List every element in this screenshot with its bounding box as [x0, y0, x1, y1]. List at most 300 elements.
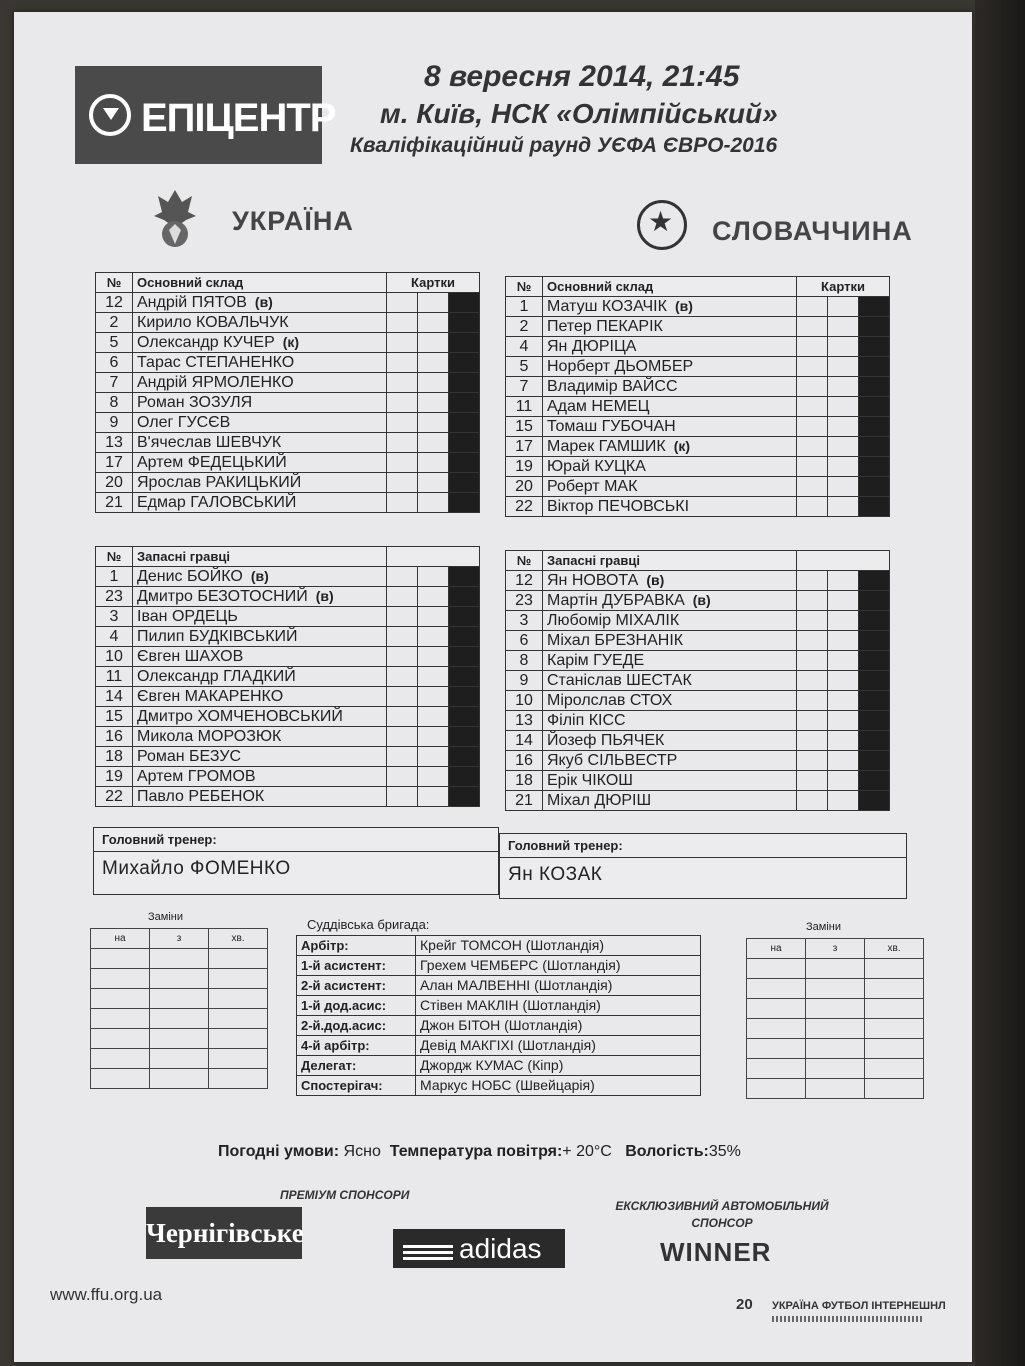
- changes-cell: [747, 979, 806, 999]
- changes-col-from: з: [806, 939, 865, 959]
- card-cell: [449, 373, 480, 393]
- card-cell: [387, 393, 418, 413]
- player-number: 12: [96, 293, 133, 313]
- home-starting-row: [96, 293, 480, 313]
- card-cell: [797, 477, 828, 497]
- player-number: 4: [506, 337, 543, 357]
- away-changes-grid: [746, 938, 924, 1099]
- changes-cell: [91, 969, 150, 989]
- player-name-cell: [133, 647, 387, 667]
- card-cell: [797, 317, 828, 337]
- player-name: Мартін ДУБРАВКА: [547, 592, 685, 609]
- changes-col-on: на: [91, 929, 150, 949]
- card-cell: [449, 687, 480, 707]
- home-subs-row: [96, 747, 480, 767]
- player-name-cell: [133, 567, 387, 587]
- player-number: 9: [506, 671, 543, 691]
- player-number: 7: [506, 377, 543, 397]
- player-number: 2: [96, 313, 133, 333]
- player-number: 3: [96, 607, 133, 627]
- home-starting-row: [96, 313, 480, 333]
- col-number: №: [96, 273, 133, 293]
- changes-cell: [209, 1049, 268, 1069]
- changes-row: [747, 1039, 924, 1059]
- card-cell: [797, 377, 828, 397]
- card-cell: [418, 373, 449, 393]
- card-cell: [859, 631, 890, 651]
- weather-line: [218, 1143, 741, 1161]
- card-cell: [797, 651, 828, 671]
- player-name: Міролслав СТОХ: [547, 692, 673, 709]
- away-starting-row: [506, 317, 890, 337]
- card-cell: [449, 647, 480, 667]
- home-starting-row: [96, 453, 480, 473]
- card-cell: [859, 791, 890, 811]
- changes-row: [747, 979, 924, 999]
- player-name-cell: [133, 413, 387, 433]
- weather-label: Погодні умови:: [218, 1143, 340, 1160]
- card-cell: [418, 333, 449, 353]
- player-role-tag: (в): [692, 592, 711, 608]
- changes-row: [91, 949, 268, 969]
- referees-table: [296, 935, 701, 1096]
- player-number: 11: [506, 397, 543, 417]
- home-coach-box: [93, 827, 499, 895]
- player-name-cell: [543, 571, 797, 591]
- player-name-cell: [543, 397, 797, 417]
- card-cell: [449, 453, 480, 473]
- card-cell: [418, 473, 449, 493]
- player-name-cell: [543, 297, 797, 317]
- player-name-cell: [543, 357, 797, 377]
- player-name: Ерік ЧІКОШ: [547, 772, 633, 789]
- referee-name: Стівен МАКЛІН (Шотландія): [416, 996, 701, 1016]
- player-name-cell: [133, 433, 387, 453]
- away-coach-name: Ян КОЗАК: [508, 864, 603, 885]
- card-cell: [859, 457, 890, 477]
- away-coach-box: [499, 833, 907, 899]
- player-name-cell: [543, 457, 797, 477]
- card-cell: [418, 293, 449, 313]
- head-coach-label: Головний тренер:: [94, 828, 498, 852]
- player-name: Роман ЗОЗУЛЯ: [137, 394, 253, 411]
- card-cell: [418, 453, 449, 473]
- referee-name: Грехем ЧЕМБЕРС (Шотландія): [416, 956, 701, 976]
- away-starting-row: [506, 377, 890, 397]
- home-changes-title: Заміни: [148, 911, 183, 923]
- changes-row: [91, 1049, 268, 1069]
- changes-cell: [747, 1019, 806, 1039]
- player-role-tag: (в): [646, 572, 665, 588]
- epicentr-logo: [75, 66, 336, 164]
- home-starting-table: [95, 272, 480, 513]
- changes-cell: [209, 1069, 268, 1089]
- col-number: №: [96, 547, 133, 567]
- changes-cell: [806, 999, 865, 1019]
- player-name: Ян НОВОТА: [547, 572, 639, 589]
- player-name: Норберт ДЬОМБЕР: [547, 358, 694, 375]
- home-coach-name: Михайло ФОМЕНКО: [102, 858, 291, 879]
- card-cell: [449, 707, 480, 727]
- changes-row: [747, 1019, 924, 1039]
- player-name-cell: [133, 453, 387, 473]
- player-name-cell: [543, 771, 797, 791]
- away-starting-row: [506, 337, 890, 357]
- player-name: Павло РЕБЕНОК: [137, 788, 265, 805]
- card-cell: [387, 587, 418, 607]
- player-name: Андрій ПЯТОВ: [137, 294, 247, 311]
- player-number: 19: [96, 767, 133, 787]
- player-name-cell: [543, 691, 797, 711]
- ufi-subline: [772, 1316, 924, 1322]
- card-cell: [387, 767, 418, 787]
- player-name-cell: [543, 477, 797, 497]
- home-subs-row: [96, 787, 480, 807]
- changes-header-row: [91, 929, 268, 949]
- card-cell: [797, 791, 828, 811]
- card-cell: [418, 493, 449, 513]
- col-cards: Картки: [387, 273, 480, 293]
- changes-cell: [91, 1069, 150, 1089]
- home-starting-row: [96, 333, 480, 353]
- home-starting-row: [96, 393, 480, 413]
- changes-cell: [91, 989, 150, 1009]
- temperature-value: + 20°С: [562, 1143, 612, 1160]
- player-name: Петер ПЕКАРІК: [547, 318, 663, 335]
- card-cell: [859, 477, 890, 497]
- player-name-cell: [543, 711, 797, 731]
- player-number: 15: [96, 707, 133, 727]
- card-cell: [828, 611, 859, 631]
- card-cell: [859, 377, 890, 397]
- card-cell: [418, 587, 449, 607]
- player-number: 17: [96, 453, 133, 473]
- away-subs-row: [506, 711, 890, 731]
- referee-role: 1-й дод.асис:: [297, 996, 416, 1016]
- home-subs-row: [96, 687, 480, 707]
- card-cell: [859, 357, 890, 377]
- card-cell: [418, 767, 449, 787]
- changes-cell: [806, 1019, 865, 1039]
- card-cell: [418, 747, 449, 767]
- card-cell: [859, 337, 890, 357]
- referee-row: [297, 1076, 701, 1096]
- player-number: 4: [96, 627, 133, 647]
- card-cell: [449, 313, 480, 333]
- home-subs-row: [96, 727, 480, 747]
- referee-row: [297, 1036, 701, 1056]
- card-cell: [828, 651, 859, 671]
- player-name-cell: [543, 377, 797, 397]
- player-name-cell: [133, 707, 387, 727]
- card-cell: [418, 413, 449, 433]
- changes-cell: [150, 949, 209, 969]
- card-cell: [797, 671, 828, 691]
- player-name: Пилип БУДКІВСЬКИЙ: [137, 628, 298, 645]
- card-cell: [418, 433, 449, 453]
- player-name: Едмар ГАЛОВСЬКИЙ: [137, 494, 297, 511]
- col-cards-blank: [797, 551, 890, 571]
- player-name: Карім ГУЕДЕ: [547, 652, 645, 669]
- away-subs-row: [506, 691, 890, 711]
- card-cell: [418, 313, 449, 333]
- away-starting-row: [506, 497, 890, 517]
- card-cell: [387, 313, 418, 333]
- referee-row: [297, 956, 701, 976]
- player-name: Кирило КОВАЛЬЧУК: [137, 314, 289, 331]
- card-cell: [449, 333, 480, 353]
- player-name-cell: [133, 493, 387, 513]
- card-cell: [387, 607, 418, 627]
- player-number: 16: [96, 727, 133, 747]
- referee-row: [297, 936, 701, 956]
- player-name: Томаш ГУБОЧАН: [547, 418, 676, 435]
- col-number: №: [506, 277, 543, 297]
- card-cell: [449, 607, 480, 627]
- card-cell: [797, 437, 828, 457]
- player-role-tag: (к): [282, 334, 300, 350]
- player-number: 3: [506, 611, 543, 631]
- changes-row: [91, 969, 268, 989]
- card-cell: [387, 353, 418, 373]
- changes-cell: [150, 1009, 209, 1029]
- player-name-cell: [133, 787, 387, 807]
- card-cell: [828, 457, 859, 477]
- card-cell: [859, 751, 890, 771]
- player-name-cell: [133, 747, 387, 767]
- player-name-cell: [133, 353, 387, 373]
- changes-col-min: хв.: [865, 939, 924, 959]
- card-cell: [797, 357, 828, 377]
- changes-cell: [865, 999, 924, 1019]
- card-cell: [387, 787, 418, 807]
- home-subs-row: [96, 767, 480, 787]
- away-subs-row: [506, 751, 890, 771]
- player-name: Артем ФЕДЕЦЬКИЙ: [137, 454, 287, 471]
- away-subs-row: [506, 591, 890, 611]
- player-name: Йозеф ПЬЯЧЕК: [547, 732, 665, 749]
- temperature-label: Температура повітря:: [389, 1143, 563, 1160]
- changes-row: [747, 1059, 924, 1079]
- card-cell: [828, 477, 859, 497]
- changes-cell: [209, 1029, 268, 1049]
- ufi-name: УКРАЇНА ФУТБОЛ ІНТЕРНЕШНЛ: [772, 1300, 946, 1312]
- home-starting-row: [96, 353, 480, 373]
- player-name-cell: [133, 333, 387, 353]
- humidity-label: Вологість:: [625, 1143, 709, 1160]
- player-name-cell: [543, 791, 797, 811]
- player-number: 20: [96, 473, 133, 493]
- referee-name: Девід МАКГІХІ (Шотландія): [416, 1036, 701, 1056]
- player-number: 18: [506, 771, 543, 791]
- home-subs-row: [96, 707, 480, 727]
- card-cell: [449, 787, 480, 807]
- player-name-cell: [133, 393, 387, 413]
- card-cell: [828, 437, 859, 457]
- player-name: Микола МОРОЗЮК: [137, 728, 282, 745]
- changes-cell: [806, 1059, 865, 1079]
- chernihivske-logo: [146, 1207, 302, 1259]
- away-subs-table: [505, 550, 890, 811]
- player-number: 7: [96, 373, 133, 393]
- card-cell: [418, 647, 449, 667]
- player-role-tag: (в): [250, 568, 269, 584]
- player-name-cell: [133, 667, 387, 687]
- changes-row: [747, 1079, 924, 1099]
- player-number: 14: [96, 687, 133, 707]
- card-cell: [828, 571, 859, 591]
- changes-cell: [865, 1039, 924, 1059]
- player-name: Станіслав ШЕСТАК: [547, 672, 692, 689]
- player-number: 8: [96, 393, 133, 413]
- away-subs-row: [506, 571, 890, 591]
- away-subs-row: [506, 651, 890, 671]
- referee-role: Делегат:: [297, 1056, 416, 1076]
- card-cell: [418, 393, 449, 413]
- card-cell: [387, 473, 418, 493]
- player-name: Любомір МІХАЛІК: [547, 612, 680, 629]
- card-cell: [449, 727, 480, 747]
- player-name-cell: [133, 293, 387, 313]
- card-cell: [828, 631, 859, 651]
- card-cell: [387, 627, 418, 647]
- away-starting-row: [506, 397, 890, 417]
- referee-row: [297, 996, 701, 1016]
- card-cell: [797, 337, 828, 357]
- card-cell: [797, 497, 828, 517]
- player-number: 23: [506, 591, 543, 611]
- home-starting-row: [96, 433, 480, 453]
- referee-name: Джордж КУМАС (Кіпр): [416, 1056, 701, 1076]
- player-name: Юрай КУЦКА: [547, 458, 646, 475]
- card-cell: [449, 413, 480, 433]
- card-cell: [828, 417, 859, 437]
- card-cell: [387, 647, 418, 667]
- card-cell: [387, 707, 418, 727]
- website-url: www.ffu.org.ua: [50, 1285, 163, 1304]
- changes-row: [91, 1069, 268, 1089]
- player-name-cell: [133, 687, 387, 707]
- col-cards-blank: [387, 547, 480, 567]
- card-cell: [449, 473, 480, 493]
- player-name: Денис БОЙКО: [137, 568, 243, 585]
- player-name: В'ячеслав ШЕВЧУК: [137, 434, 282, 451]
- card-cell: [859, 497, 890, 517]
- changes-cell: [209, 949, 268, 969]
- card-cell: [449, 767, 480, 787]
- match-venue: м. Київ, НСК «Олімпійський»: [380, 98, 778, 129]
- player-number: 14: [506, 731, 543, 751]
- player-name: Тарас СТЕПАНЕНКО: [137, 354, 295, 371]
- changes-cell: [806, 979, 865, 999]
- referee-row: [297, 976, 701, 996]
- card-cell: [449, 493, 480, 513]
- chernihivske-text: Чернігівське: [146, 1218, 304, 1248]
- card-cell: [797, 297, 828, 317]
- home-subs-row: [96, 587, 480, 607]
- changes-col-on: на: [747, 939, 806, 959]
- adidas-logo: [393, 1229, 565, 1268]
- referee-role: 1-й асистент:: [297, 956, 416, 976]
- premium-sponsors-label: ПРЕМІУМ СПОНСОРИ: [280, 1188, 410, 1202]
- player-number: 1: [506, 297, 543, 317]
- card-cell: [449, 293, 480, 313]
- card-cell: [387, 687, 418, 707]
- card-cell: [418, 687, 449, 707]
- player-number: 21: [506, 791, 543, 811]
- card-cell: [828, 771, 859, 791]
- player-number: 21: [96, 493, 133, 513]
- away-starting-row: [506, 417, 890, 437]
- weather-value: Ясно: [343, 1143, 381, 1160]
- player-name: Андрій ЯРМОЛЕНКО: [137, 374, 294, 391]
- player-name: Артем ГРОМОВ: [137, 768, 256, 785]
- player-name: Роберт МАК: [547, 478, 638, 495]
- card-cell: [859, 711, 890, 731]
- home-starting-row: [96, 493, 480, 513]
- player-name-cell: [133, 587, 387, 607]
- changes-cell: [150, 1069, 209, 1089]
- card-cell: [797, 751, 828, 771]
- card-cell: [859, 297, 890, 317]
- card-cell: [859, 417, 890, 437]
- changes-cell: [150, 969, 209, 989]
- player-name-cell: [133, 373, 387, 393]
- player-name-cell: [133, 767, 387, 787]
- away-starting-row: [506, 457, 890, 477]
- logo-brand: ЕПІЦЕНТР: [141, 96, 336, 140]
- card-cell: [387, 453, 418, 473]
- col-number: №: [506, 551, 543, 571]
- card-cell: [797, 571, 828, 591]
- player-name-cell: [543, 417, 797, 437]
- player-name-cell: [543, 497, 797, 517]
- card-cell: [418, 353, 449, 373]
- changes-cell: [747, 959, 806, 979]
- card-cell: [797, 731, 828, 751]
- away-starting-row: [506, 437, 890, 457]
- player-number: 8: [506, 651, 543, 671]
- card-cell: [418, 607, 449, 627]
- player-number: 5: [506, 357, 543, 377]
- away-team-name: СЛОВАЧЧИНА: [712, 216, 913, 246]
- card-cell: [828, 297, 859, 317]
- player-number: 22: [96, 787, 133, 807]
- referee-role: 4-й арбітр:: [297, 1036, 416, 1056]
- player-name-cell: [543, 731, 797, 751]
- changes-cell: [209, 969, 268, 989]
- col-subs: Запасні гравці: [133, 547, 387, 567]
- player-name-cell: [133, 627, 387, 647]
- match-date-time: 8 вересня 2014, 21:45: [424, 60, 740, 93]
- card-cell: [418, 667, 449, 687]
- epicentr-mark-icon: [89, 94, 131, 136]
- changes-row: [747, 999, 924, 1019]
- card-cell: [449, 567, 480, 587]
- player-name: Роман БЕЗУС: [137, 748, 242, 765]
- card-cell: [828, 671, 859, 691]
- referee-name: Крейг ТОМСОН (Шотландія): [416, 936, 701, 956]
- home-subs-row: [96, 567, 480, 587]
- competition: Кваліфікаційний раунд УЄФА ЄВРО-2016: [350, 134, 778, 157]
- col-starting: Основний склад: [543, 277, 797, 297]
- player-role-tag: (к): [673, 438, 691, 454]
- card-cell: [828, 377, 859, 397]
- card-cell: [828, 337, 859, 357]
- card-cell: [859, 611, 890, 631]
- player-number: 2: [506, 317, 543, 337]
- home-subs-row: [96, 647, 480, 667]
